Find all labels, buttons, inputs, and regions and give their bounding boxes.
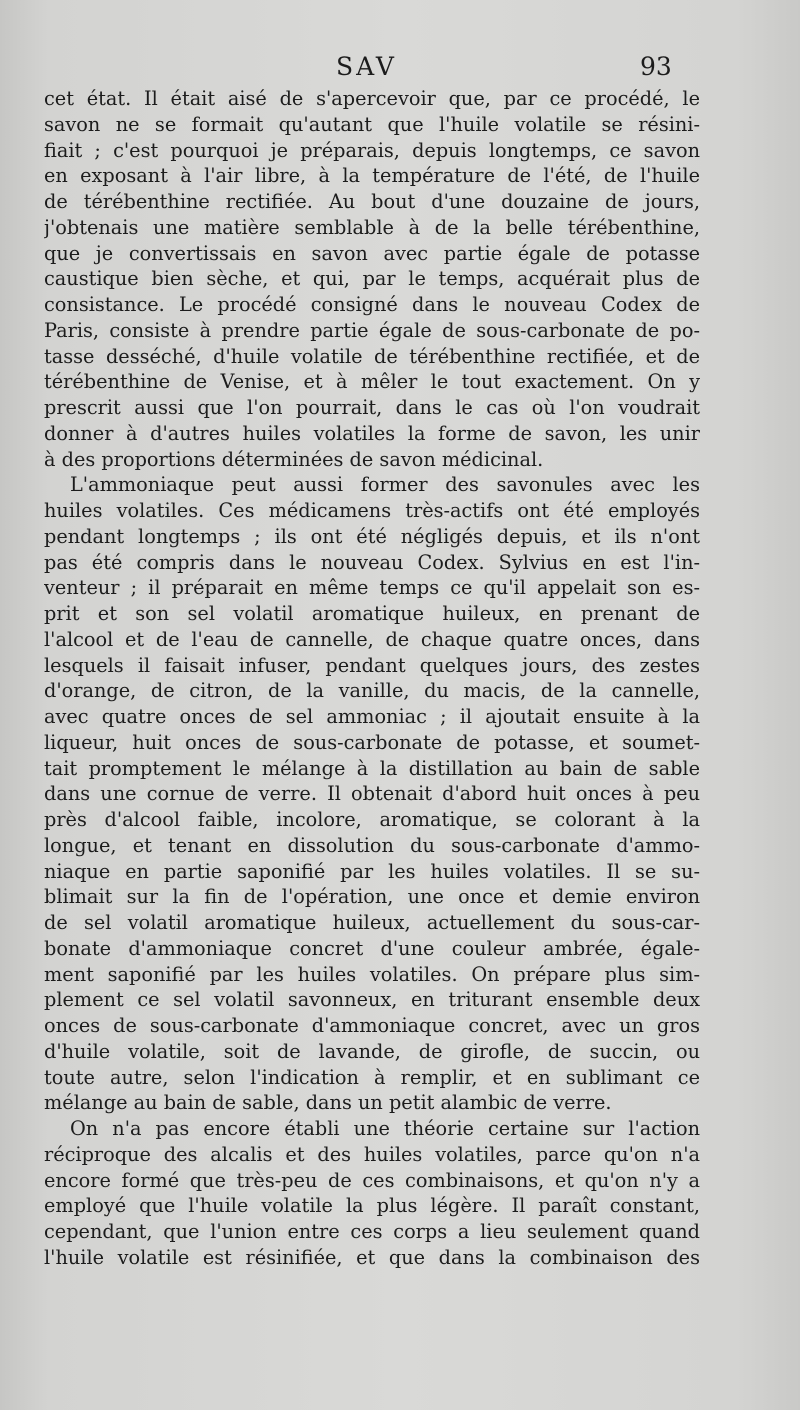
body-text (44, 86, 700, 1271)
text-line: que je convertissais en savon avec partie égale de potasse (44, 241, 700, 265)
text-line: L'ammoniaque peut aussi former des savonules avec les (70, 473, 700, 497)
text-line: Paris, consiste à prendre partie égale de sous-carbonate de po- (44, 318, 700, 342)
text-line: niaque en partie saponifié par les huiles volatiles. Il se su- (44, 859, 700, 883)
text-line: blimait sur la fin de l'opération, une once et demie environ (44, 885, 700, 909)
text-line: mélange au bain de sable, dans un petit alambic de verre. (44, 1091, 612, 1115)
text-line: tait promptement le mélange à la distillation au bain de sable (44, 756, 700, 780)
text-line: prit et son sel volatil aromatique huileux, en prenant de (44, 602, 700, 625)
text-line: On n'a pas encore établi une théorie certaine sur l'action (70, 1117, 700, 1140)
page-header (0, 50, 800, 84)
text-line: d'orange, de citron, de la vanille, du macis, de la cannelle, (44, 679, 700, 703)
text-line: huiles volatiles. Ces médicamens très-actifs ont été employés (44, 499, 700, 522)
text-line: dans une cornue de verre. Il obtenait d'abord huit onces à peu (44, 782, 700, 806)
text-line: ment saponifié par les huiles volatiles. On prépare plus sim- (44, 962, 700, 986)
text-line: cependant, que l'union entre ces corps a lieu seulement quand (44, 1220, 700, 1243)
text-line: fiait ; c'est pourquoi je préparais, depuis longtemps, ce savon (44, 138, 700, 162)
text-line: d'huile volatile, soit de lavande, de girofle, de succin, ou (44, 1039, 700, 1063)
text-line: venteur ; il préparait en même temps ce qu'il appelait son es- (44, 576, 700, 600)
text-line: bonate d'ammoniaque concret d'une couleur ambrée, égale- (44, 936, 700, 960)
text-line: à des proportions déterminées de savon médicinal. (44, 447, 544, 471)
text-line: réciproque des alcalis et des huiles volatiles, parce qu'on n'a (44, 1142, 700, 1166)
text-line: onces de sous-carbonate d'ammoniaque concret, avec un gros (44, 1014, 700, 1037)
text-line: lesquels il faisait infuser, pendant quelques jours, des zestes (44, 653, 700, 677)
text-line: consistance. Le procédé consigné dans le nouveau Codex de (44, 293, 700, 316)
text-line: liqueur, huit onces de sous-carbonate de potasse, et soumet- (44, 730, 700, 754)
text-line: pendant longtemps ; ils ont été négligés depuis, et ils n'ont (44, 524, 700, 548)
text-line: prescrit aussi que l'on pourrait, dans le cas où l'on voudrait (44, 396, 700, 419)
text-line: l'huile volatile est résinifiée, et que dans la combinaison des (44, 1245, 700, 1269)
text-line: donner à d'autres huiles volatiles la forme de savon, les unir (44, 421, 700, 445)
page-number: 93 (640, 52, 672, 81)
text-line: caustique bien sèche, et qui, par le temps, acquérait plus de (44, 267, 700, 291)
text-line: avec quatre onces de sel ammoniac ; il ajoutait ensuite à la (44, 705, 700, 728)
text-line: encore formé que très-peu de ces combinaisons, et qu'on n'y a (44, 1168, 700, 1192)
text-line: longue, et tenant en dissolution du sous-carbonate d'ammo- (44, 833, 700, 857)
text-line: près d'alcool faible, incolore, aromatique, se colorant à la (44, 808, 700, 831)
text-line: toute autre, selon l'indication à remplir, et en sublimant ce (44, 1065, 700, 1089)
text-line: térébenthine de Venise, et à mêler le tout exactement. On y (44, 370, 700, 394)
running-title: SAV (336, 52, 397, 81)
text-line: tasse desséché, d'huile volatile de térébenthine rectifiée, et de (44, 344, 700, 368)
text-line: de térébenthine rectifiée. Au bout d'une douzaine de jours, (44, 190, 700, 213)
text-line: l'alcool et de l'eau de cannelle, de chaque quatre onces, dans (44, 627, 700, 651)
text-line: plement ce sel volatil savonneux, en triturant ensemble deux (44, 988, 700, 1012)
text-line: savon ne se formait qu'autant que l'huile volatile se résini- (44, 112, 700, 136)
text-line: en exposant à l'air libre, à la température de l'été, de l'huile (44, 164, 700, 188)
text-line: pas été compris dans le nouveau Codex. Sylvius en est l'in- (44, 550, 700, 574)
text-line: employé que l'huile volatile la plus légère. Il paraît constant, (44, 1194, 700, 1218)
text-line: j'obtenais une matière semblable à de la belle térébenthine, (44, 215, 700, 239)
text-line: cet état. Il était aisé de s'apercevoir que, par ce procédé, le (44, 87, 700, 110)
text-line: de sel volatil aromatique huileux, actuellement du sous-car- (44, 911, 700, 934)
